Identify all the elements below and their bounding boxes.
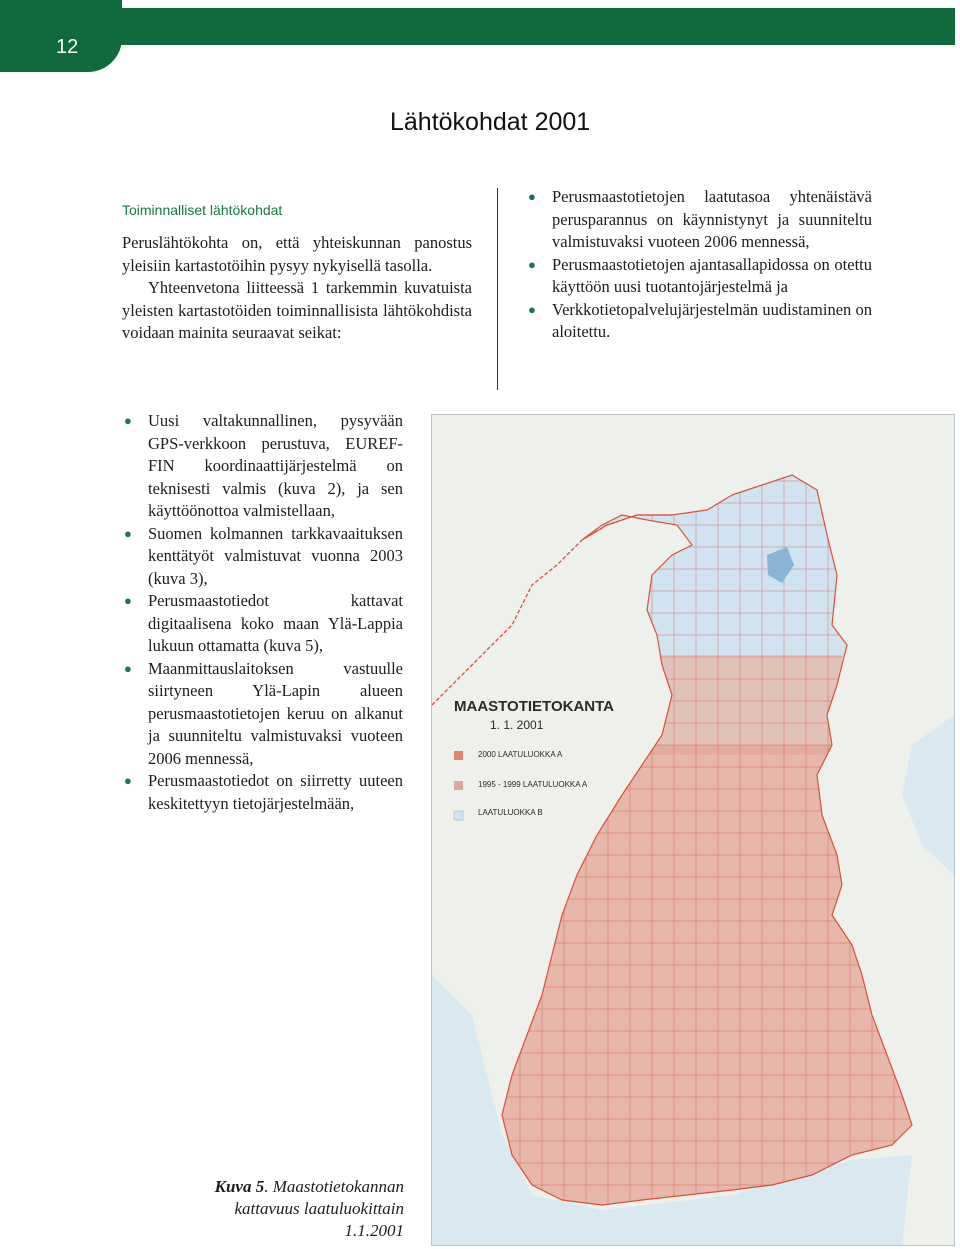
column-divider — [497, 188, 498, 390]
bullet-dot-icon: ● — [528, 256, 536, 272]
legend-swatch-2000 — [454, 751, 463, 760]
page-title: Lähtökohdat 2001 — [390, 108, 591, 136]
map-title: MAASTOTIETOKANTA — [454, 698, 614, 715]
caption-text: . Maastotietokannan kattavuus laatuluokittain 1.1.2001 — [234, 1177, 404, 1240]
list-item: ● Perusmaastotietojen ajantasallapidossa on otettu käyttöön uusi tuotantojärjestelmä ja — [528, 254, 872, 296]
left-bullet-list — [122, 410, 403, 815]
list-item: ● Uusi valtakunnallinen, pysyvään GPS-verkkoon perustuva, EUREF-FIN koordinaattijärjestelmä on teknisesti valmis (kuva 2), ja sen käyttöönottoa valmistellaan, — [124, 411, 403, 520]
legend-swatch-b — [454, 811, 463, 820]
page-number: 12 — [56, 36, 79, 58]
intro-paragraph-2: Yhteenvetona liitteessä 1 tarkemmin kuvatuista yleisten kartastotöiden toiminnallisista lähtökohdista voidaan mainita seuraavat seikat: — [122, 278, 472, 342]
bullet-dot-icon: ● — [528, 189, 536, 204]
coverage-map-svg — [432, 415, 954, 1245]
list-item: ● Suomen kolmannen tarkkavaaituksen kenttätyöt valmistuvat vuonna 2003 (kuva 3), — [124, 523, 403, 588]
legend-label-2000: 2000 LAATULUOKKA A — [478, 750, 563, 759]
list-item: ● Maanmittauslaitoksen vastuulle siirtyneen Ylä-Lapin alueen perusmaastotietojen keruu on alkanut ja suunniteltu valmistuvaksi vuoteen 2006 mennessä, — [124, 658, 403, 768]
list-item: ● Verkkotietopalvelujärjestelmän uudistaminen on aloitettu. — [528, 299, 872, 341]
header-bar — [0, 8, 955, 45]
bullet-dot-icon: ● — [124, 593, 132, 608]
intro-text — [122, 232, 472, 345]
legend-label-b: LAATULUOKKA B — [478, 808, 543, 817]
page-number-tab — [0, 0, 122, 72]
bullet-dot-icon: ● — [124, 773, 132, 788]
bullet-dot-icon: ● — [124, 413, 132, 428]
bullet-dot-icon: ● — [124, 660, 132, 676]
list-item: ● Perusmaastotietojen laatutasoa yhtenäistävä perusparannus on käynnistynyt ja suunniteltu valmistuvaksi vuoteen 2006 mennessä, — [528, 187, 872, 251]
caption-label: Kuva 5 — [214, 1177, 265, 1196]
list-item: ● Perusmaastotiedot on siirretty uuteen keskitettyyn tietojärjestelmään, — [124, 771, 403, 813]
figure-caption — [200, 1176, 404, 1242]
coverage-map — [431, 414, 955, 1246]
map-date: 1. 1. 2001 — [490, 718, 544, 732]
intro-paragraph-1: Peruslähtökohta on, että yhteiskunnan panostus yleisiin kartastotöihin pysyy nykyisellä tasolla. — [122, 233, 472, 275]
legend-label-1995: 1995 - 1999 LAATULUOKKA A — [478, 780, 588, 789]
bullet-dot-icon: ● — [124, 525, 132, 541]
list-item: ● Perusmaastotiedot kattavat digitaalisena koko maan Ylä-Lappia lukuun ottamatta (kuva 5), — [124, 591, 403, 655]
legend-swatch-1995 — [454, 781, 463, 790]
section-heading: Toiminnalliset lähtökohdat — [122, 202, 283, 218]
right-bullet-list — [526, 186, 872, 344]
bullet-dot-icon: ● — [528, 301, 536, 317]
